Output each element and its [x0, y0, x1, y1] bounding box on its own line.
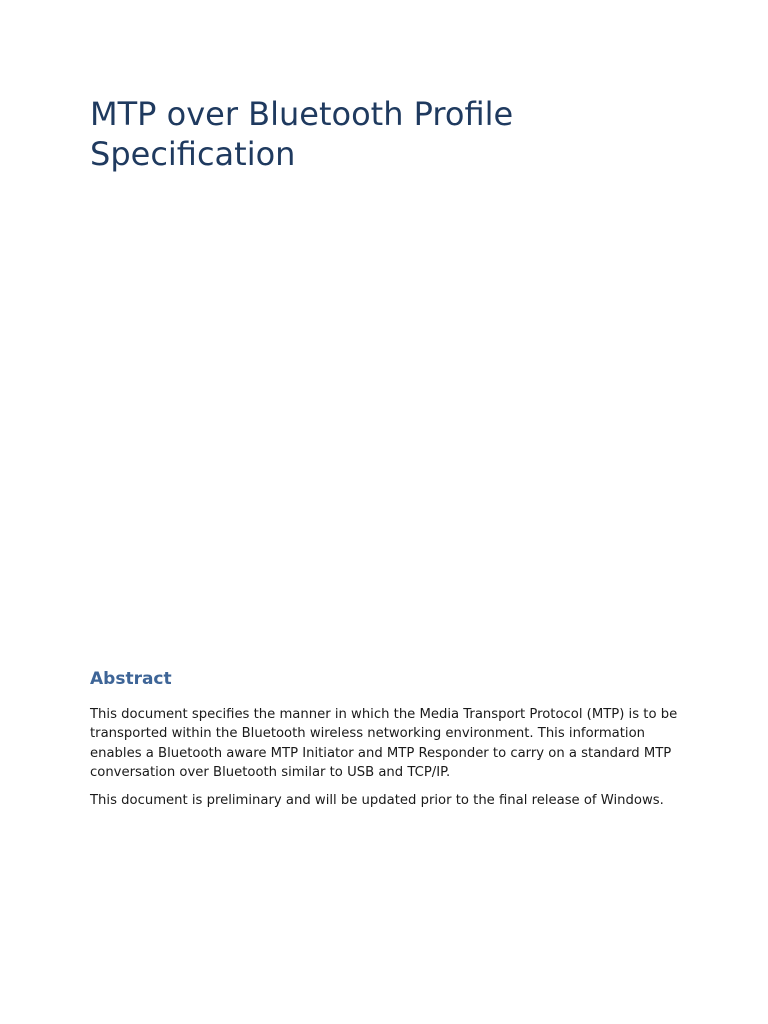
- abstract-heading: Abstract: [90, 669, 172, 689]
- abstract-body: [90, 705, 690, 819]
- abstract-paragraph-2: This document is preliminary and will be updated prior to the final release of Windows.: [90, 793, 664, 809]
- abstract-paragraph-1: This document specifies the manner in which the Media Transport Protocol (MTP) is to be transported within the Bluetooth wireless networking environment. This information enables a Bluetooth aware MTP Initiator and MTP Responder to carry on a standard MTP conversation over Bluetooth similar to USB and TCP/IP.: [90, 707, 678, 780]
- document-title: MTP over Bluetooth Profile Specification: [90, 95, 514, 173]
